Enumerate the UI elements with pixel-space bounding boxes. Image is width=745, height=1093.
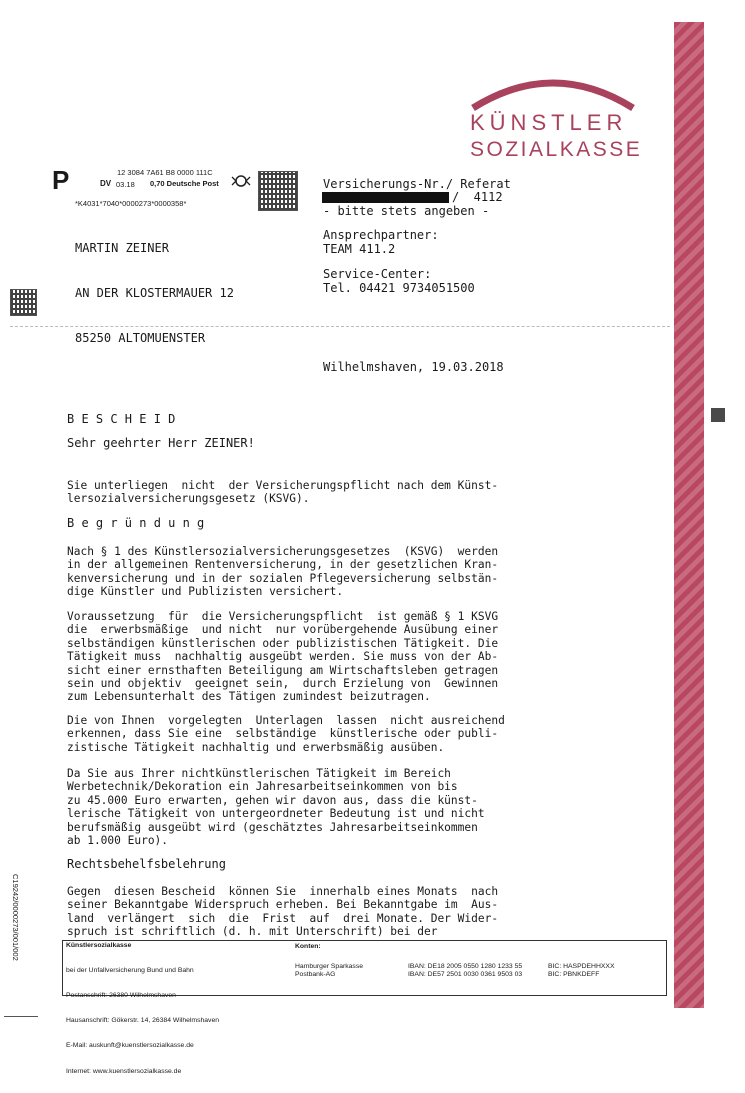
text-line: in der allgemeinen Rentenversicherung, in der gesetzlichen Kran- [67, 558, 499, 572]
contact-label: Ansprechpartner: [323, 228, 439, 242]
footer-box [62, 940, 667, 1075]
contact-value: TEAM 411.2 [323, 242, 396, 256]
address-line: 85250 ALTOMUENSTER [75, 331, 206, 345]
text-line: erkennen, dass Sie eine selbständige künstlerische oder publi- [67, 727, 499, 741]
fold-mark [711, 408, 725, 422]
redaction-bar [322, 192, 449, 203]
section-heading-rechtsbehelf: Rechtsbehelfsbelehrung [67, 857, 226, 871]
footer-address [66, 950, 219, 1093]
logo-text-sozialkasse: SOZIALKASSE [470, 138, 643, 161]
insurance-number-hint: - bitte stets angeben - [323, 204, 490, 218]
bank-name: Hamburger Sparkasse [295, 963, 363, 970]
insurance-number-label: Versicherungs-Nr./ Referat [323, 177, 511, 191]
service-label: Service-Center: [323, 267, 432, 281]
side-reference-code: C19242/0000273/001/002 [11, 874, 20, 961]
footer-konten-label: Konten: [295, 943, 321, 950]
text-line: land verlängert sich die Frist auf drei Monate. Der Wider- [67, 911, 499, 925]
paragraph-income [67, 767, 535, 847]
text-line: Sie unterliegen nicht der Versicherungspflicht nach dem Künst- [67, 479, 499, 492]
post-horn-icon [230, 174, 252, 188]
recipient-address [75, 211, 234, 361]
text-line: zistische Tätigkeit nachhaltig und erwerbsmäßig ausüben. [67, 740, 445, 754]
footer-line: E-Mail: auskunft@kuenstlersozialkasse.de [66, 1042, 194, 1050]
text-line: Werbetechnik/Dekoration ein Jahresarbeitseinkommen von bis [67, 780, 458, 794]
footer-line: bei der Unfallversicherung Bund und Bahn [66, 966, 194, 974]
paragraph-legal-basis [67, 545, 535, 599]
text-line: ab 1.000 Euro). [67, 834, 169, 848]
text-line: selbständigen künstlerischen oder publizistischen Tätigkeit. Die [67, 636, 499, 650]
text-line: sein und objektiv geeignet sein, durch Erzielung von Gewinnen [67, 677, 499, 691]
decorative-stripe [674, 22, 704, 1008]
address-line: AN DER KLOSTERMAUER 12 [75, 286, 234, 300]
postal-dv-date: 03.18 [116, 180, 135, 189]
insurance-number-value: / 4112 [452, 190, 503, 204]
paragraph-appeal [67, 885, 535, 939]
text-line: berufsmäßig ausgeübt wird (geschätztes Jahresarbeitseinkommen [67, 820, 478, 834]
text-line: sicht einer ernsthaften Beteiligung am Wirtschaftsleben getragen [67, 663, 499, 677]
salutation: Sehr geehrter Herr ZEINER! [67, 436, 255, 450]
postal-dv: DV [100, 179, 112, 188]
footer-org: Künstlersozialkasse [66, 942, 132, 949]
text-line: spruch ist schriftlich (d. h. mit Unterschrift) bei der [67, 925, 438, 939]
text-line: seiner Bekanntgabe Widerspruch erheben. Bei Bekanntgabe im Aus- [67, 898, 499, 912]
text-line: lerische Tätigkeit von untergeordneter Bedeutung ist und nicht [67, 807, 485, 821]
paragraph-documents [67, 714, 535, 754]
postal-code: 12 3084 7A61 B8 0000 111C [117, 168, 213, 177]
text-line: zu 45.000 Euro erwarten, gehen wir davon aus, dass die künst- [67, 793, 478, 807]
text-line: Voraussetzung für die Versicherungspflicht ist gemäß § 1 KSVG [67, 610, 499, 623]
bank-name: Postbank-AG [295, 971, 336, 978]
footer-line: Hausanschrift: Gökerstr. 14, 26384 Wilhelmshaven [66, 1017, 220, 1025]
letter-date: Wilhelmshaven, 19.03.2018 [323, 360, 504, 374]
footer-line: Internet: www.kuenstlersozialkasse.de [66, 1067, 182, 1075]
text-line: zum Lebensunterhalt des Tätigen zumindest beizutragen. [67, 690, 431, 704]
postal-reference: *K4031*7040*0000273*0000358* [75, 199, 187, 208]
text-line: Die von Ihnen vorgelegten Unterlagen lassen nicht ausreichend [67, 714, 505, 727]
fold-line [10, 326, 670, 327]
text-line: Tätigkeit muss nachhaltig ausgeübt werden. Sie muss von der Ab- [67, 650, 499, 664]
text-line: Gegen diesen Bescheid können Sie innerhalb eines Monats nach [67, 885, 499, 898]
bank-bic: BIC: PBNKDEFF [548, 971, 600, 978]
bank-bic: BIC: HASPDEHHXXX [548, 963, 615, 970]
document-heading: B E S C H E I D [67, 412, 176, 426]
text-line: Nach § 1 des Künstlersozialversicherungsgesetzes (KSVG) werden [67, 545, 499, 558]
bank-iban: IBAN: DE57 2501 0030 0361 9503 03 [408, 971, 523, 978]
postal-p-mark: P [52, 165, 70, 195]
datamatrix-code-small [10, 289, 37, 316]
logo-text-kuenstler: KÜNSTLER [470, 110, 628, 135]
datamatrix-code [258, 171, 298, 211]
section-heading-begruendung: B e g r ü n d u n g [67, 516, 205, 530]
postal-price: 0,70 Deutsche Post [150, 179, 219, 188]
footer-line: Postanschrift: 26380 Wilhelmshaven [66, 992, 176, 1000]
text-line: lersozialversicherungsgesetz (KSVG). [67, 492, 310, 506]
service-value: Tel. 04421 9734051500 [323, 281, 475, 295]
text-line: die erwerbsmäßige und nicht nur vorübergehende Ausübung einer [67, 623, 499, 637]
bank-iban: IBAN: DE18 2005 0550 1280 1233 55 [408, 963, 523, 970]
text-line: kenversicherung und in der sozialen Pflegeversicherung selbstän- [67, 571, 499, 585]
address-line: MARTIN ZEINER [75, 241, 169, 255]
paragraph-result [67, 479, 535, 506]
paragraph-prerequisites [67, 610, 535, 704]
text-line: dige Künstler und Publizisten versichert. [67, 585, 344, 599]
scan-edge-line [4, 1016, 38, 1017]
text-line: Da Sie aus Ihrer nichtkünstlerischen Tätigkeit im Bereich [67, 767, 451, 780]
